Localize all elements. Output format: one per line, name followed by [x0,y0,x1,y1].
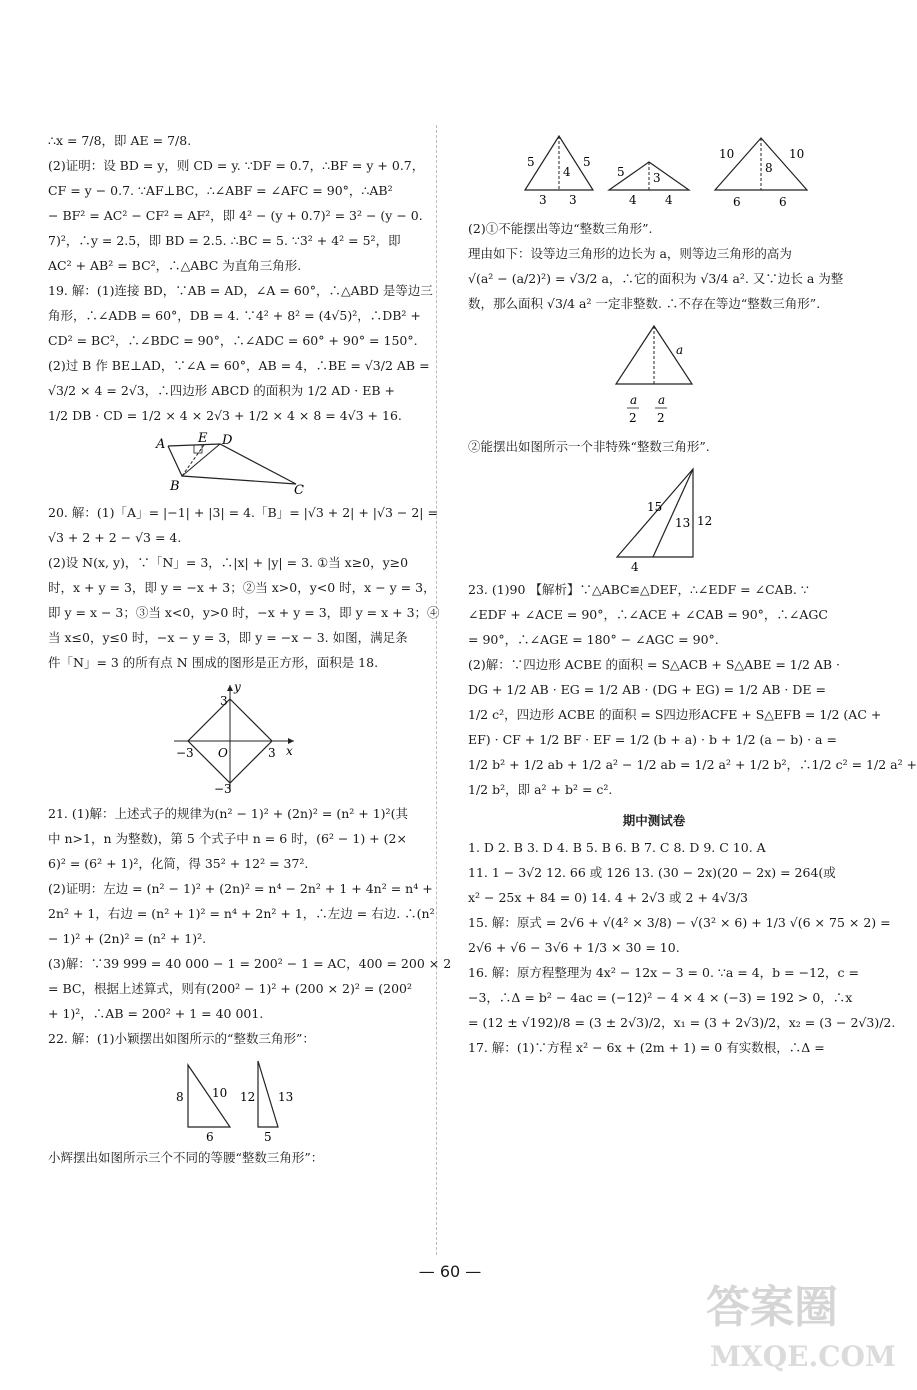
side-label: 12 [697,514,713,528]
text-line: 6)² = (6² + 1)²，化简，得 35² + 12² = 37². [48,856,309,871]
text-line: −3，∴Δ = b² − 4ac = (−12)² − 4 × 4 × (−3) = 192 > 0，∴x [468,990,853,1005]
tick-label: 3 [268,746,276,760]
text-line: 数，那么面积 √3/4 a² 一定非整数. ∴不存在等边“整数三角形”. [468,296,821,311]
label-A: A [156,437,166,452]
tick-label: 3 [220,694,228,708]
text-line: ∠EDF + ∠ACE = 90°，∴∠ACE + ∠CAB = 90°，∴∠AGC [468,607,828,622]
watermark-url: MXQE.COM [710,1340,896,1373]
text-line: − 1)² + (2n)² = (n² + 1)². [48,931,207,946]
origin-label: O [218,746,228,760]
text-line: (2)解：∵四边形 ACBE 的面积 = S△ACB + S△ABE = 1/2 AB · [468,657,841,672]
answer-line: 1. D 2. B 3. D 4. B 5. B 6. B 7. C 8. D 9. C 10. A [468,840,766,855]
problem-17-line: 17. 解：(1)∵方程 x² − 6x + (2m + 1) = 0 有实数根，∴Δ = [468,1040,825,1055]
side-label: 3 [539,193,547,207]
side-label: 5 [264,1130,272,1144]
side-label: 10 [719,147,735,161]
text-line: 1/2 b² + 1/2 ab + 1/2 a² − 1/2 ab = 1/2 a² + 1/2 b²，∴1/2 c² = 1/2 a² + [468,757,917,772]
text-line: DG + 1/2 AB · EG = 1/2 AB · (DG + EG) = 1/2 AB · DE = [468,682,826,697]
problem-15-line: 15. 解：原式 = 2√6 + √(4² × 3/8) − √(3² × 6) + 1/3 √(6 × 75 × 2) = [468,915,891,930]
answer-line: x² − 25x + 84 = 0) 14. 4 + 2√3 或 2 + 4√3/3 [468,890,748,905]
text-line: (2)①不能摆出等边“整数三角形”. [468,221,653,236]
text-line: (2)设 N(x, y)，∵「N」= 3，∴|x| + |y| = 3. ①当 x≥0，y≥0 [48,555,409,570]
quadrilateral-figure [134,432,334,496]
side-label: 13 [278,1090,294,1104]
text-line: CD² = BC²，∴∠BDC = 90°，∴∠ADC = 60° + 90° = 150°. [48,333,418,348]
half-side-denominator: 2 [657,411,665,425]
tick-label: −3 [214,782,232,796]
text-line: 2n² + 1，右边 = (n² + 1)² = n⁴ + 2n² + 1，∴左边 = 右边. ∴(n² [48,906,435,921]
text-line: 当 x≤0，y≤0 时，−x − y = 3，即 y = −x − 3. 如图，满足条 [48,630,408,645]
right-column [468,128,917,1060]
text-line: 件「N」= 3 的所有点 N 围成的图形是正方形，面积是 18. [48,655,379,670]
text-line: √3/2 × 4 = 2√3，∴四边形 ABCD 的面积为 1/2 AD · EB + [48,383,396,398]
text-line: 理由如下：设等边三角形的边长为 a，则等边三角形的高为 [468,246,792,261]
xiaoying-triangles-figure [154,1055,314,1144]
side-label: a [676,343,684,357]
side-label: 10 [212,1086,228,1100]
text-line: 即 y = x − 3；③当 x<0，y>0 时，−x + y = 3，即 y = x + 3；④ [48,605,440,620]
text-line: AC² + AB² = BC²，∴△ABC 为直角三角形. [48,258,302,273]
text-line: √(a² − (a/2)²) = √3/2 a，∴它的面积为 √3/4 a². 又∵边长 a 为整 [468,271,844,286]
tick-label: −3 [176,746,194,760]
side-label: 4 [631,560,639,574]
left-column [48,128,452,1170]
text-line: (3)解：∵39 999 = 40 000 − 1 = 200² − 1 = AC，400 = 200 × 2 [48,956,452,971]
side-label: 4 [629,193,637,207]
side-label: 4 [563,165,571,179]
text-line: 1/2 DB · CD = 1/2 × 4 × 2√3 + 1/2 × 4 × 8 = 4√3 + 16. [48,408,402,423]
side-label: 8 [765,161,773,175]
text-line: CF = y − 0.7. ∵AF⊥BC，∴∠ABF = ∠AFC = 90°，∴AB² [48,183,393,198]
label-C: C [294,483,304,498]
text-line: − BF² = AC² − CF² = AF²，即 4² − (y + 0.7)² = 3² − (y − 0. [48,208,423,223]
text-line: 7)²，∴y = 2.5，即 BD = 2.5. ∴BC = 5. ∵3² + 4² = 5²，即 [48,233,401,248]
text-line: √3 + 2 + 2 − √3 = 4. [48,530,182,545]
watermark-logo [700,1262,896,1382]
side-label: 8 [176,1090,184,1104]
label-D: D [222,433,233,448]
text-line: 中 n>1，n 为整数)，第 5 个式子中 n = 6 时，(6² − 1) + (2× [48,831,407,846]
problem-19-line: 19. 解：(1)连接 BD，∵AB = AD，∠A = 60°，∴△ABD 是等边三 [48,283,433,298]
problem-21-line: 21. (1)解：上述式子的规律为(n² − 1)² + (2n)² = (n² + 1)²(其 [48,806,408,821]
isosceles-triangles-figure [489,132,819,212]
text-line: EF) · CF + 1/2 BF · EF = 1/2 (b + a) · b + 1/2 (a − b) · a = [468,732,837,747]
label-E: E [198,431,208,446]
problem-22-line: 22. 解：(1)小颖摆出如图所示的“整数三角形”： [48,1031,315,1046]
side-label: 6 [733,195,741,209]
text-line: (2)证明：左边 = (n² − 1)² + (2n)² = n⁴ − 2n² + 1 + 4n² = n⁴ + [48,881,433,896]
side-label: 6 [206,1130,214,1144]
side-label: 4 [665,193,673,207]
text-line: ②能摆出如图所示一个非特殊“整数三角形”. [468,439,710,454]
equilateral-triangle-figure [594,320,714,430]
page-number: — 60 — [418,1262,482,1281]
problem-20-line: 20. 解：(1)「A」= |−1| + |3| = 4.「B」= |√3 + 2| + |√3 − 2| = [48,505,438,520]
label-B: B [170,479,180,494]
half-side-numerator: a [630,393,638,407]
side-label: 5 [583,155,591,169]
half-side-denominator: 2 [629,411,637,425]
side-label: 12 [240,1090,256,1104]
text-line: (2)证明：设 BD = y，则 CD = y. ∵DF = 0.7，∴BF = y + 0.7， [48,158,425,173]
side-label: 15 [647,500,663,514]
axis-x-label: x [286,744,293,758]
text-line: ∴x = 7/8，即 AE = 7/8. [48,133,192,148]
problem-23-line: 23. (1)90 【解析】∵△ABC≌△DEF，∴∠EDF = ∠CAB. ∵ [468,582,809,597]
text-line: (2)过 B 作 BE⊥AD，∵∠A = 60°，AB = 4，∴BE = √3/2 AB = [48,358,430,373]
side-label: 13 [675,516,691,530]
answer-line: 11. 1 − 3√2 12. 66 或 126 13. (30 − 2x)(20 − 2x) = 264(或 [468,865,836,880]
text-line: 2√6 + √6 − 3√6 + 1/3 × 30 = 10. [468,940,680,955]
column-divider [436,125,437,1255]
side-label: 5 [617,165,625,179]
side-label: 5 [527,155,535,169]
square-region-figure [164,679,304,797]
text-line: 1/2 c²，四边形 ACBE 的面积 = S四边形ACFE + S△EFB = 1/2 (AC + [468,707,882,722]
side-label: 3 [569,193,577,207]
text-line: = BC，根据上述算式，则有(200² − 1)² + (200 × 2)² = (200² [48,981,413,996]
text-line: = (12 ± √192)/8 = (3 ± 2√3)/2，x₁ = (3 + 2√3)/2，x₂ = (3 − 2√3)/2. [468,1015,896,1030]
watermark-title: 答案圈 [706,1282,838,1333]
text-line: 小辉摆出如图所示三个不同的等腰“整数三角形”： [48,1150,324,1165]
text-line: 1/2 b²，即 a² + b² = c². [468,782,613,797]
half-side-numerator: a [658,393,666,407]
text-line: 时，x + y = 3，即 y = −x + 3；②当 x>0，y<0 时，x − y = 3， [48,580,436,595]
nonspecial-triangle-figure [589,463,719,573]
axis-y-label: y [234,680,241,694]
text-line: + 1)²，∴AB = 200² + 1 = 40 001. [48,1006,264,1021]
problem-16-line: 16. 解：原方程整理为 4x² − 12x − 3 = 0. ∵a = 4，b = −12，c = [468,965,859,980]
text-line: 角形，∴∠ADB = 60°，DB = 4. ∵4² + 8² = (4√5)²，∴DB² + [48,308,421,323]
text-line: = 90°，∴∠AGE = 180° − ∠AGC = 90°. [468,632,719,647]
section-title: 期中测试卷 [622,813,686,828]
side-label: 6 [779,195,787,209]
side-label: 3 [653,171,661,185]
side-label: 10 [789,147,805,161]
